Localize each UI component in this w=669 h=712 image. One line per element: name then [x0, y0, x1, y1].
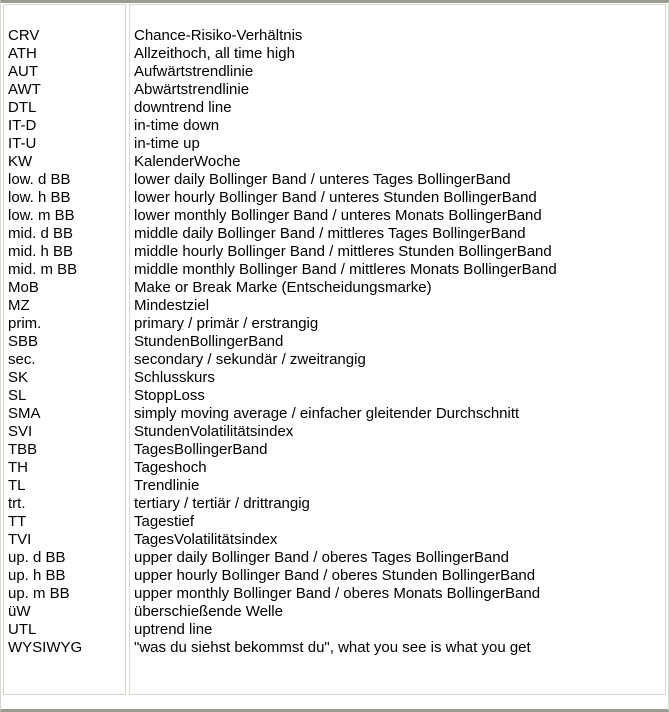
definition-text: middle hourly Bollinger Band / mittleres Stunden BollingerBand [134, 243, 552, 260]
abbreviation-text: mid. h BB [8, 243, 74, 260]
definition-text: in-time up [134, 135, 200, 152]
definition-column [129, 4, 666, 695]
definition-text: Trendlinie [134, 477, 200, 494]
abbreviation-text: MoB [8, 279, 39, 296]
definition-text: middle daily Bollinger Band / mittleres Tages BollingerBand [134, 225, 526, 242]
abbreviation-column [3, 4, 126, 695]
abbreviation-text: KW [8, 153, 33, 170]
definition-text: upper daily Bollinger Band / oberes Tages BollingerBand [134, 549, 509, 566]
abbreviation-text: low. d BB [8, 171, 71, 188]
abbreviation-text: sec. [8, 351, 36, 368]
definition-text: KalenderWoche [134, 153, 241, 170]
definition-text: primary / primär / erstrangig [134, 315, 319, 332]
abbreviation-text: prim. [8, 315, 42, 332]
definition-text: StundenVolatilitätsindex [134, 423, 294, 440]
definition-text: überschießende Welle [134, 603, 283, 620]
abbreviation-text: TH [8, 459, 28, 476]
abbreviation-text: TVI [8, 531, 32, 548]
abbreviation-text: AWT [8, 81, 41, 98]
definition-text: secondary / sekundär / zweitrangig [134, 351, 366, 368]
definition-text: tertiary / tertiär / drittrangig [134, 495, 310, 512]
definition-text: Make or Break Marke (Entscheidungsmarke) [134, 279, 432, 296]
abbreviations-table [3, 4, 666, 695]
abbreviation-text: mid. m BB [8, 261, 78, 278]
abbreviation-text: AUT [8, 63, 38, 80]
abbreviation-text: üW [8, 603, 31, 620]
definition-text: Mindestziel [134, 297, 210, 314]
abbreviation-text: low. h BB [8, 189, 71, 206]
definition-text: TagesBollingerBand [134, 441, 268, 458]
abbreviation-text: trt. [8, 495, 26, 512]
definition-text: Chance-Risiko-Verhältnis [134, 27, 303, 44]
abbreviation-text: up. h BB [8, 567, 66, 584]
abbreviation-text: SBB [8, 333, 39, 350]
abbreviation-text: MZ [8, 297, 30, 314]
abbreviation-text: WYSIWYG [8, 639, 83, 656]
definition-text: TagesVolatilitätsindex [134, 531, 278, 548]
definition-text: middle monthly Bollinger Band / mittleres Monats BollingerBand [134, 261, 557, 278]
definition-text: Tageshoch [134, 459, 207, 476]
definition-text: in-time down [134, 117, 220, 134]
abbreviation-text: IT-D [8, 117, 37, 134]
abbreviation-text: SVI [8, 423, 33, 440]
definition-text: StoppLoss [134, 387, 205, 404]
abbreviation-text: mid. d BB [8, 225, 74, 242]
definition-text: Tagestief [134, 513, 195, 530]
abbreviation-text: ATH [8, 45, 37, 62]
abbreviation-text: low. m BB [8, 207, 75, 224]
definition-text: Schlusskurs [134, 369, 215, 386]
definition-text: Aufwärtstrendlinie [134, 63, 254, 80]
abbreviation-text: up. d BB [8, 549, 66, 566]
abbreviation-text: TT [8, 513, 27, 530]
definition-text: StundenBollingerBand [134, 333, 284, 350]
abbreviation-text: up. m BB [8, 585, 70, 602]
abbreviation-text: UTL [8, 621, 37, 638]
abbreviation-text: CRV [8, 27, 40, 44]
definition-text: "was du siehst bekommst du", what you see is what you get [134, 639, 531, 656]
definition-text: simply moving average / einfacher gleitender Durchschnitt [134, 405, 520, 422]
definition-text: upper monthly Bollinger Band / oberes Monats BollingerBand [134, 585, 541, 602]
abbreviation-text: IT-U [8, 135, 37, 152]
abbreviation-text: SMA [8, 405, 41, 422]
definition-text: downtrend line [134, 99, 232, 116]
abbreviation-text: TBB [8, 441, 38, 458]
definition-text: upper hourly Bollinger Band / oberes Stunden BollingerBand [134, 567, 536, 584]
definition-text: Abwärtstrendlinie [134, 81, 250, 98]
definition-text: Allzeithoch, all time high [134, 45, 295, 62]
definition-text: lower monthly Bollinger Band / unteres Monats BollingerBand [134, 207, 542, 224]
abbreviation-text: SL [8, 387, 27, 404]
abbreviation-text: TL [8, 477, 26, 494]
abbreviation-text: DTL [8, 99, 37, 116]
definition-text: lower daily Bollinger Band / unteres Tages BollingerBand [134, 171, 511, 188]
definition-text: lower hourly Bollinger Band / unteres Stunden BollingerBand [134, 189, 537, 206]
definition-text: uptrend line [134, 621, 213, 638]
abbreviation-text: SK [8, 369, 29, 386]
